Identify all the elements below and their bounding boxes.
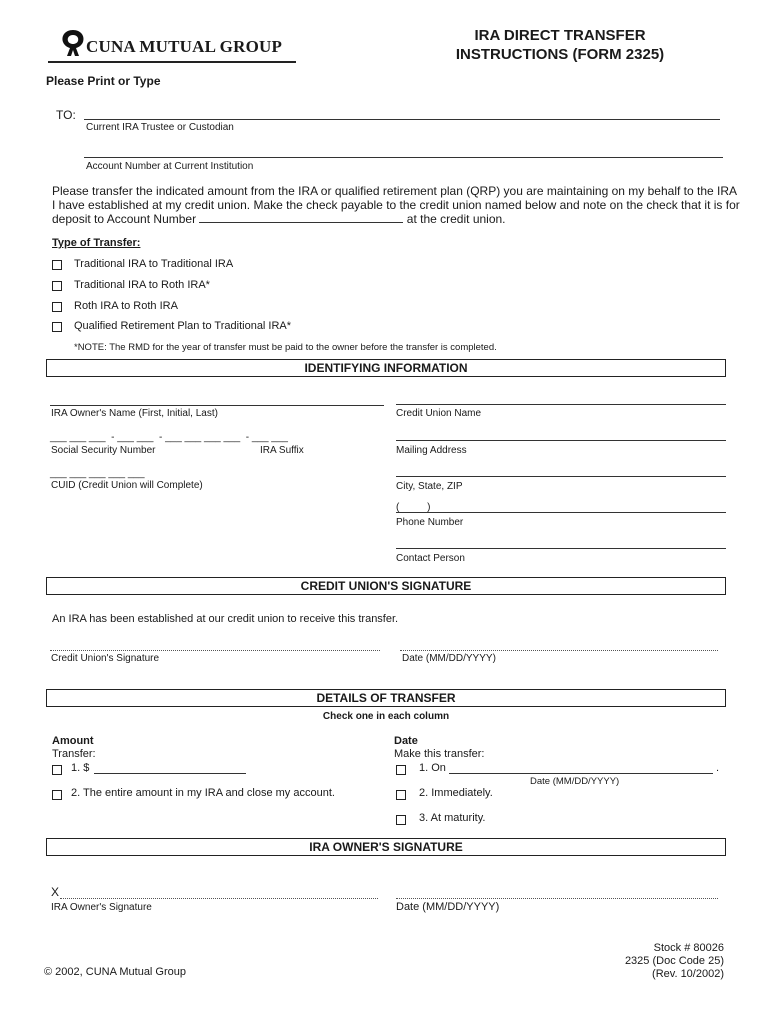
logo-text: CUNA MUTUAL GROUP [86,37,283,56]
cuid-input[interactable]: ___ ___ ___ ___ ___ [50,468,145,479]
owner-date-caption: Date (MM/DD/YYYY) [396,901,500,913]
checkbox-date-immediately[interactable] [396,790,406,800]
please-print: Please Print or Type [46,74,161,88]
form-title [440,26,680,64]
cu-statement: An IRA has been established at our credit union to receive this transfer. [52,613,399,625]
checkbox-date-maturity[interactable] [396,815,406,825]
cu-signature-heading: CREDIT UNION'S SIGNATURE [46,577,726,595]
identifying-heading: IDENTIFYING INFORMATION [46,359,726,377]
copyright: © 2002, CUNA Mutual Group [44,966,187,978]
option-qrp-to-trad: Qualified Retirement Plan to Traditional IRA* [74,320,292,332]
date-opt2-label: 2. Immediately. [419,787,493,799]
transfer-date-caption: Date (MM/DD/YYYY) [530,776,620,787]
amount-opt1-label: 1. $ [71,762,90,774]
rmd-note: *NOTE: The RMD for the year of transfer must be paid to the owner before the transfer is completed. [74,342,497,353]
mailing-caption: Mailing Address [396,445,467,456]
checkbox-amount-entire[interactable] [52,790,62,800]
cu-date-caption: Date (MM/DD/YYYY) [402,653,496,664]
amount-input[interactable] [94,773,246,774]
to-label: TO: [56,108,76,122]
instructions-line3-pre: deposit to Account Number [52,212,197,226]
ssn-input[interactable]: ___ ___ ___ - ___ ___ - ___ ___ ___ ___ - ___ ___ [50,432,288,443]
transfer-type-heading: Type of Transfer: [52,237,141,249]
owner-name-caption: IRA Owner's Name (First, Initial, Last) [51,408,218,419]
logo-underline [48,61,296,63]
stock-number: Stock # 80026 [653,942,724,954]
option-trad-to-trad: Traditional IRA to Traditional IRA [74,258,234,270]
amount-opt2-label: 2. The entire amount in my IRA and close my account. [71,787,335,799]
trustee-input[interactable] [84,119,720,120]
account-number-input[interactable] [84,157,723,158]
date-opt1-period: . [716,762,720,774]
city-input[interactable] [396,476,726,477]
cu-name-caption: Credit Union Name [396,408,482,419]
logo [56,26,296,62]
contact-caption: Contact Person [396,553,465,564]
revision: (Rev. 10/2002) [652,968,724,980]
checkbox-trad-to-roth[interactable] [52,281,62,291]
date-opt3-label: 3. At maturity. [419,812,486,824]
phone-area-code: ( ) [396,502,431,513]
owner-signature-input[interactable] [60,898,378,899]
details-heading: DETAILS OF TRANSFER [46,689,726,707]
mailing-input[interactable] [396,440,726,441]
signature-x-mark: X [51,885,60,899]
account-caption: Account Number at Current Institution [86,161,254,172]
owner-signature-heading: IRA OWNER'S SIGNATURE [46,838,726,856]
contact-input[interactable] [396,548,726,549]
option-trad-to-roth: Traditional IRA to Roth IRA* [74,279,210,291]
date-sub: Make this transfer: [394,748,485,760]
cu-name-input[interactable] [396,404,726,405]
doc-code: 2325 (Doc Code 25) [624,955,724,967]
checkbox-date-on[interactable] [396,765,406,775]
amount-heading: Amount [52,735,94,747]
phone-caption: Phone Number [396,517,464,528]
instructions-paragraph [52,184,740,227]
deposit-account-input[interactable] [199,212,403,223]
owner-date-input[interactable] [396,898,718,899]
checkbox-qrp-to-trad[interactable] [52,322,62,332]
checkbox-trad-to-trad[interactable] [52,260,62,270]
ssn-caption: Social Security Number [51,445,156,456]
form-title-line2: INSTRUCTIONS (FORM 2325) [455,46,665,63]
instructions-line2: I have established at my credit union. Make the check payable to the credit union named below and note on the check that it is for [52,197,740,212]
instructions-line1: Please transfer the indicated amount from the IRA or qualified retirement plan (QRP) you are maintaining on my behalf to the IRA [52,184,738,198]
cuna-logo-icon [58,28,88,58]
trustee-caption: Current IRA Trustee or Custodian [86,122,234,133]
checkbox-amount-specific[interactable] [52,765,62,775]
cuid-caption: CUID (Credit Union will Complete) [51,480,203,491]
amount-sub: Transfer: [52,748,96,760]
cu-date-input[interactable] [400,650,718,651]
transfer-date-input[interactable] [449,773,713,774]
phone-input[interactable] [396,512,726,513]
city-caption: City, State, ZIP [396,481,463,492]
option-roth-to-roth: Roth IRA to Roth IRA [74,300,178,312]
form-title-line1: IRA DIRECT TRANSFER [474,27,646,44]
cu-signature-caption: Credit Union's Signature [51,653,160,664]
instructions-line3-post: at the credit union. [406,212,506,226]
form-codes [560,942,724,981]
owner-signature-caption: IRA Owner's Signature [51,902,152,913]
ira-suffix-caption: IRA Suffix [260,445,304,456]
cu-signature-input[interactable] [50,650,380,651]
date-heading: Date [394,735,418,747]
date-opt1-label: 1. On [419,762,446,774]
checkbox-roth-to-roth[interactable] [52,302,62,312]
details-subheading: Check one in each column [322,711,450,722]
owner-name-input[interactable] [50,405,384,406]
instructions-line3 [52,212,732,227]
